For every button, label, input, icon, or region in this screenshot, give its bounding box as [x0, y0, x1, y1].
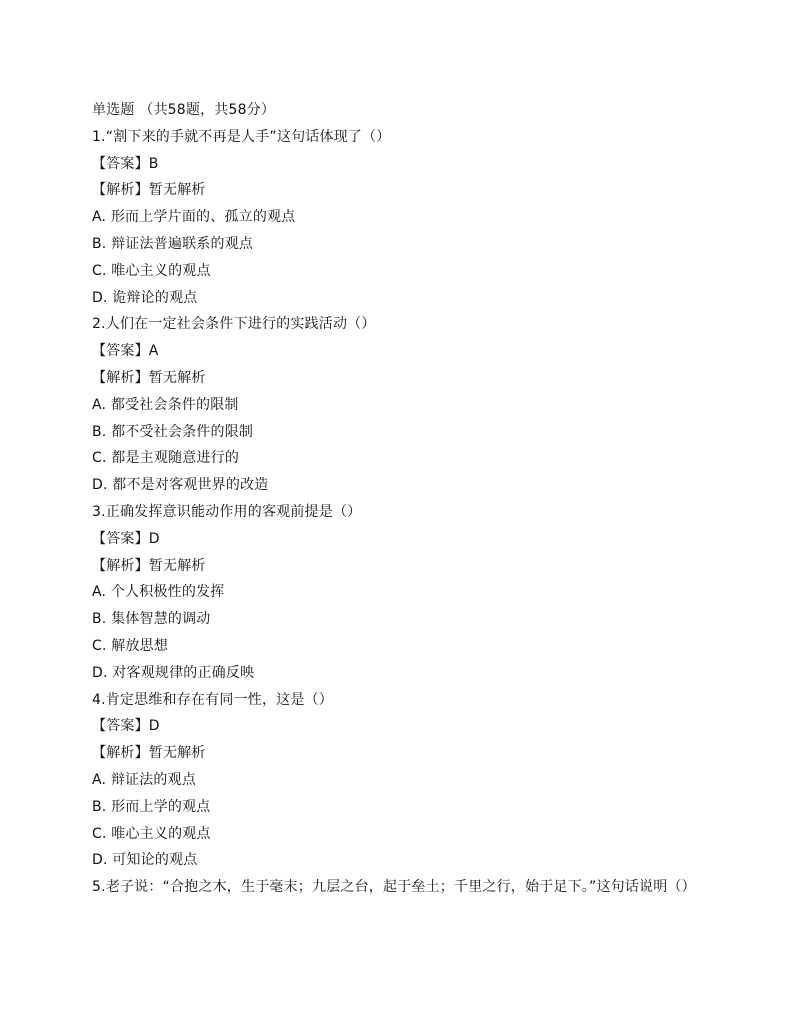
analysis-line: 【解析】暂无解析	[92, 369, 206, 386]
analysis-line: 【解析】暂无解析	[92, 182, 206, 199]
option-a: A. 形而上学片面的、孤立的观点	[92, 209, 296, 226]
question-3	[92, 499, 722, 687]
option-c: C. 唯心主义的观点	[92, 262, 211, 279]
option-c: C. 唯心主义的观点	[92, 825, 211, 842]
option-b: B. 辩证法普遍联系的观点	[92, 235, 254, 252]
option-a: A. 都受社会条件的限制	[92, 396, 239, 413]
answer-line: 【答案】A	[92, 343, 159, 360]
question-5	[92, 874, 722, 901]
question-stem: 4.肯定思维和存在有同一性，这是（）	[92, 691, 333, 708]
option-b: B. 形而上学的观点	[92, 798, 211, 815]
option-d: D. 诡辩论的观点	[92, 289, 198, 306]
option-c: C. 都是主观随意进行的	[92, 450, 240, 467]
question-stem: 5.老子说：“合抱之木，生于毫末；九层之台，起于垒土；千里之行，始于足下。”这句话说明（）	[92, 879, 696, 896]
answer-line: 【答案】D	[92, 718, 160, 735]
answer-line: 【答案】D	[92, 530, 160, 547]
answer-line: 【答案】B	[92, 155, 159, 172]
question-stem: 2.人们在一定社会条件下进行的实践活动（）	[92, 316, 376, 333]
question-4	[92, 687, 722, 875]
option-b: B. 都不受社会条件的限制	[92, 423, 254, 440]
option-a: A. 辩证法的观点	[92, 771, 197, 788]
option-a: A. 个人积极性的发挥	[92, 584, 225, 601]
section-header: 单选题 （共58题，共58分）	[92, 102, 276, 118]
question-stem: 3.正确发挥意识能动作用的客观前提是（）	[92, 503, 362, 520]
option-d: D. 可知论的观点	[92, 852, 198, 869]
question-list	[92, 97, 722, 901]
option-b: B. 集体智慧的调动	[92, 611, 211, 628]
option-d: D. 对客观规律的正确反映	[92, 664, 255, 681]
analysis-line: 【解析】暂无解析	[92, 557, 206, 574]
option-d: D. 都不是对客观世界的改造	[92, 477, 269, 494]
option-c: C. 解放思想	[92, 637, 169, 654]
question-2	[92, 311, 722, 499]
question-1	[92, 124, 722, 312]
analysis-line: 【解析】暂无解析	[92, 745, 206, 762]
question-stem: 1.“割下来的手就不再是人手”这句话体现了（）	[92, 128, 391, 145]
